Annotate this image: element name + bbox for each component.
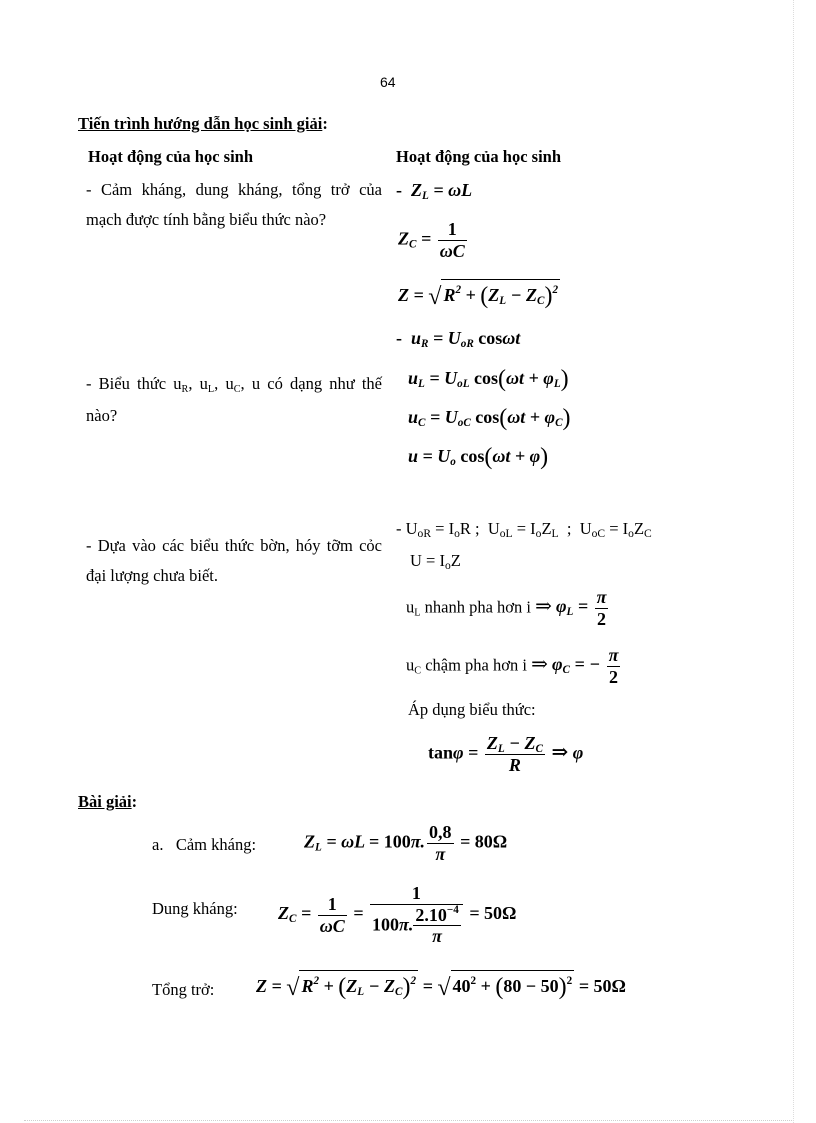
section-heading	[78, 114, 328, 134]
formula-zl-dash: -	[396, 180, 402, 200]
question-1: - Cảm kháng, dung kháng, tổng trở của mạch được tính bằng biểu thức nào?	[86, 180, 382, 229]
uc-phase-text: chậm pha hơn i	[425, 655, 527, 675]
question-2-text-end: u có dạng như thế nào?	[86, 374, 383, 425]
section-heading-colon: :	[322, 114, 328, 133]
impedance-result: 50Ω	[593, 976, 626, 996]
formula-tan-phi: tanφ = $\frac{Z_L - Z_C}{R}$ ⇒ φ	[428, 733, 584, 775]
solution-heading-text: Bài giải	[78, 792, 132, 811]
formula-u: $u = U_o$ cos(ωt + φ)	[408, 444, 549, 470]
capacitive-reactance-calc: $Z_C$ = $\frac{1}{\omega C}$ = 1 100π. $\frac{2.10^{-4}}{\pi}$ = 50Ω	[278, 883, 517, 947]
formula-uc: $u_C = U_{oC}$ $\cos(\omega t + \varphi_C)$	[408, 405, 571, 431]
inductive-reactance-calc: $Z_L = \omega L = 100\pi$. $\frac{0,8}{\pi}$ = 80Ω	[304, 822, 508, 864]
uc-phase: $u_C$ chậm pha hơn i ⇒ $\varphi_C$ = − $\frac{\pi}{2}$	[406, 645, 619, 687]
formula-ur-dash: -	[396, 328, 402, 348]
right-margin-guide	[793, 0, 794, 1123]
bottom-margin-guide	[24, 1120, 792, 1121]
impedance-label: Tổng trở:	[152, 980, 215, 999]
col-left-header: Hoạt động của học sinh	[88, 147, 254, 166]
impedance-calc: Z = √ $R^2 + (Z_L - Z_C)^2$ = √ $40^2 + (80 - 50)^2 = 50\Omega$	[256, 970, 626, 1002]
formula-zc: $Z_C$ = $\frac{1}{\omega C}$	[398, 219, 465, 261]
question-2: - Biểu thức $u_R$, $u_L$, $u_C$, u có dạng như thế nào?	[86, 374, 383, 425]
section-heading-text: Tiến trình hướng dẫn học sinh giải	[78, 114, 323, 133]
col-right-header: Hoạt động của học sinh	[396, 147, 562, 166]
solution-a-label: a. Cảm kháng:	[152, 835, 257, 854]
formula-ul: $u_L = U_{oL}$ $\cos(\omega t + \varphi_L)$	[408, 366, 569, 392]
inductive-reactance-result: 80Ω	[474, 831, 508, 852]
apply-formula-label: Áp dụng biểu thức:	[408, 700, 536, 719]
capacitive-reactance-result: 50Ω	[484, 903, 517, 924]
solution-heading: Bài giải:	[78, 792, 138, 811]
ohm-dash: -	[396, 519, 402, 538]
capacitive-reactance-label: Dung kháng:	[152, 899, 238, 918]
question-3: - Dựa vào các biểu thức bờn, hóy tỡm cỏc đại lượng chưa biết.	[86, 536, 382, 585]
formula-z: Z = √ $R^2 + (Z_L - Z_C)^2$	[398, 279, 560, 311]
page-number: 64	[380, 74, 396, 90]
inductive-reactance-label: Cảm kháng:	[175, 835, 257, 854]
total-ohm-relation: $U = I_oZ$	[410, 551, 461, 572]
formula-ur: - $u_R = U_{oR}$ cosωt	[396, 328, 521, 350]
ul-phase: $u_L$ nhanh pha hơn i ⇒ $\varphi_L$ = $\frac{\pi}{2}$	[406, 587, 607, 629]
formula-zl: - $Z_L = \omega L$	[396, 180, 473, 202]
question-2-text: - Biểu thức u	[86, 374, 182, 393]
ohm-relations: - $U_{oR} = I_oR$ ; $U_{oL} = I_oZ_L$ ; $U_{oC} = I_oZ_C$	[396, 519, 652, 540]
ul-phase-text: nhanh pha hơn i	[424, 597, 531, 617]
